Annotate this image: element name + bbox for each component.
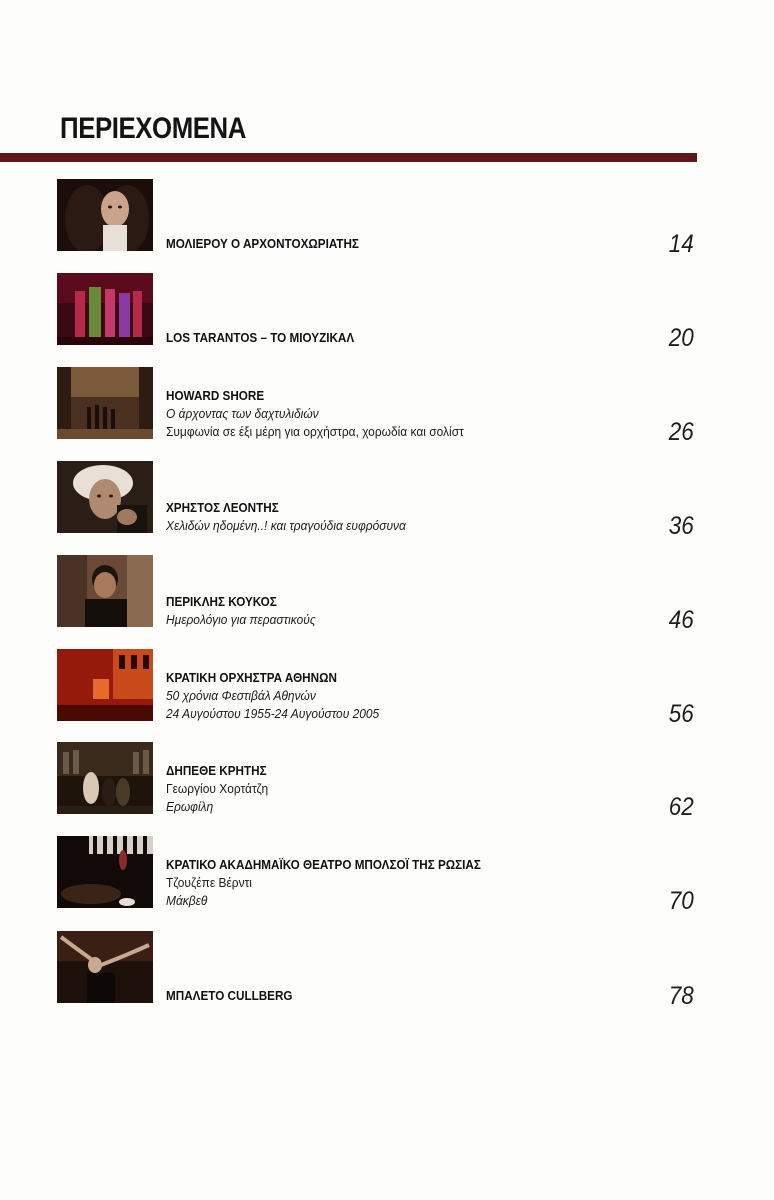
entry-subtitle: 24 Αυγούστου 1955-24 Αυγούστου 2005 [166, 706, 380, 721]
toc-entry[interactable] [0, 931, 774, 1011]
man-portrait-image [57, 555, 153, 627]
entry-page-number: 14 [668, 230, 694, 258]
entry-page-number: 78 [668, 982, 694, 1010]
page-title: ΠΕΡΙΕΧΟΜΕΝΑ [60, 112, 246, 145]
entry-heading: ΜΟΛΙΕΡΟΥ Ο ΑΡΧΟΝΤΟΧΩΡΙΑΤΗΣ [166, 236, 359, 251]
theatre-cast-image [57, 742, 153, 814]
entry-heading: ΚΡΑΤΙΚΟ ΑΚΑΔΗΜΑΪΚΟ ΘΕΑΤΡΟ ΜΠΟΛΣΟΪ ΤΗΣ ΡΩΣΙΑΣ [166, 857, 481, 872]
entry-page-number: 26 [668, 418, 694, 446]
entry-subtitle: Συμφωνία σε έξι μέρη για ορχήστρα, χορωδία και σολίστ [166, 424, 464, 439]
toc-entry[interactable] [0, 742, 774, 822]
entry-heading: HOWARD SHORE [166, 388, 265, 403]
entry-page-number: 46 [668, 606, 694, 634]
entry-page-number: 62 [668, 793, 694, 821]
entry-subtitle: Τζουζέπε Βέρντι [166, 875, 252, 890]
entry-subtitle: Χελιδών ηδομένη..! και τραγούδια ευφρόσυνα [166, 518, 406, 533]
toc-entry[interactable] [0, 179, 774, 259]
entry-page-number: 56 [668, 700, 694, 728]
entry-heading: ΧΡΗΣΤΟΣ ΛΕΟΝΤΗΣ [166, 500, 279, 515]
entry-subtitle: Ο άρχοντας των δαχτυλιδιών [166, 406, 319, 421]
entry-subtitle: Μάκβεθ [166, 893, 208, 908]
toc-entry[interactable] [0, 273, 774, 353]
entry-subtitle: Ημερολόγιο για περαστικούς [166, 612, 316, 627]
entry-heading: ΚΡΑΤΙΚΗ ΟΡΧΗΣΤΡΑ ΑΘΗΝΩΝ [166, 670, 337, 685]
dancer-image [57, 931, 153, 1003]
entry-subtitle: Ερωφίλη [166, 799, 214, 814]
toc-entry[interactable] [0, 461, 774, 541]
entry-heading: LOS TARANTOS – ΤΟ ΜΙΟΥΖΙΚΑΛ [166, 330, 355, 345]
entry-thumbnail [57, 836, 153, 908]
entry-thumbnail [57, 931, 153, 1003]
entry-thumbnail [57, 742, 153, 814]
film-scene-image [57, 367, 153, 439]
stage-dancers-image [57, 273, 153, 345]
portrait-painting-image [57, 179, 153, 251]
opera-stage-image [57, 836, 153, 908]
entry-heading: ΠΕΡΙΚΛΗΣ ΚΟΥΚΟΣ [166, 594, 277, 609]
entry-page-number: 36 [668, 512, 694, 540]
entry-heading: ΜΠΑΛΕΤΟ CULLBERG [166, 988, 293, 1003]
toc-entry[interactable] [0, 555, 774, 635]
entry-heading: ΔΗΠΕΘΕ ΚΡΗΤΗΣ [166, 763, 267, 778]
entry-thumbnail [57, 461, 153, 533]
toc-entry[interactable] [0, 367, 774, 447]
entry-thumbnail [57, 649, 153, 721]
entry-thumbnail [57, 367, 153, 439]
entry-thumbnail [57, 273, 153, 345]
entry-subtitle: Γεωργίου Χορτάτζη [166, 781, 269, 796]
composer-portrait-image [57, 461, 153, 533]
entry-subtitle: 50 χρόνια Φεστιβάλ Αθηνών [166, 688, 316, 703]
entry-thumbnail [57, 555, 153, 627]
entry-thumbnail [57, 179, 153, 251]
toc-entry[interactable] [0, 649, 774, 729]
entry-page-number: 70 [668, 887, 694, 915]
toc-entry[interactable] [0, 836, 774, 916]
entry-page-number: 20 [668, 324, 694, 352]
odeon-night-image [57, 649, 153, 721]
